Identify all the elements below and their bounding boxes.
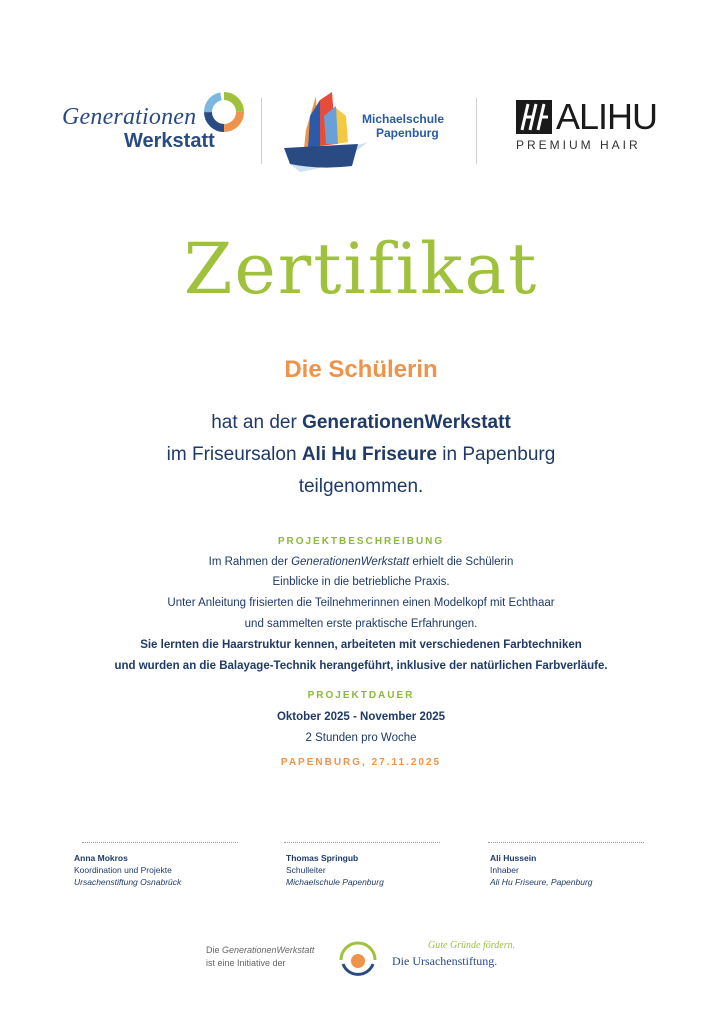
alihu-monogram-icon (516, 100, 552, 134)
signatory-role: Koordination und Projekte (74, 865, 172, 875)
footer-line-2: ist eine Initiative der (206, 958, 286, 968)
signatory-name: Ali Hussein (490, 853, 537, 863)
signature-block-1 (74, 842, 234, 887)
project-line-2: Einblicke in die betriebliche Praxis. (272, 576, 450, 588)
certificate-title: Zertifikat (183, 228, 539, 310)
recipient: Die Schülerin (284, 356, 438, 383)
signatory-organization: Michaelschule Papenburg (286, 877, 384, 887)
project-description-heading: PROJEKTBESCHREIBUNG (277, 536, 445, 547)
project-line-5: Sie lernten die Haarstruktur kennen, arbeiteten mit verschiedenen Farbtechniken (140, 639, 582, 651)
body-text: hat an der (211, 412, 303, 433)
logo-text-alihu: ALIHU (556, 96, 658, 137)
project-line-4: und sammelten erste praktische Erfahrungen. (244, 618, 478, 630)
ursachenstiftung-logo-icon (335, 934, 381, 980)
body-line-3: teilgenommen. (298, 476, 424, 497)
signatory-name: Thomas Springub (286, 853, 359, 863)
logo-text-werkstatt: Werkstatt (124, 130, 215, 152)
logo-text-michaelschule: Michaelschule (362, 112, 445, 126)
project-duration-heading: PROJEKTDAUER (307, 690, 415, 701)
footer-program-name: GenerationenWerkstatt (222, 945, 315, 955)
signatory-role: Schulleiter (286, 865, 326, 875)
logo-text-papenburg: Papenburg (376, 126, 439, 140)
project-line-6: und wurden an die Balayage-Technik herangeführt, inklusive der natürlichen Farbverläufe. (114, 660, 608, 672)
footer-foundation-name: Die Ursachenstiftung. (392, 954, 498, 968)
footer-text: Die (206, 945, 223, 955)
michaelschule-logo (280, 86, 460, 178)
signatory-organization: Ursachenstiftung Osnabrück (74, 877, 182, 887)
signature-block-2 (276, 842, 436, 887)
signature-line (82, 842, 238, 843)
alihu-logo (512, 98, 672, 158)
project-hours: 2 Stunden pro Woche (305, 732, 417, 744)
body-text: in Papenburg (436, 444, 556, 465)
program-name-italic: GenerationenWerkstatt (291, 556, 410, 568)
project-text: Im Rahmen der (208, 556, 292, 568)
project-line-1 (0, 556, 722, 568)
body-text: im Friseursalon (166, 444, 302, 465)
generationenwerkstatt-logo (62, 90, 252, 160)
signatory-organization: Ali Hu Friseure, Papenburg (490, 877, 593, 887)
signature-block-3 (480, 842, 640, 887)
logo-text-premium-hair: PREMIUM HAIR (516, 138, 641, 152)
footer-tagline: Gute Gründe fördern. (428, 940, 516, 951)
signature-line (488, 842, 644, 843)
footer-initiative-text (206, 944, 314, 970)
project-period: Oktober 2025 - November 2025 (276, 711, 446, 723)
signatory-name: Anna Mokros (74, 853, 128, 863)
project-line-3: Unter Anleitung frisierten die Teilnehmerinnen einen Modelkopf mit Echthaar (167, 597, 555, 609)
project-text: erhielt die Schülerin (409, 556, 514, 568)
logo-text-generationen: Generationen (62, 104, 197, 130)
circle-segments-icon (202, 90, 246, 134)
footer-line-1 (206, 944, 314, 957)
sailboat-icon (280, 86, 370, 178)
logo-divider (476, 98, 477, 164)
program-name: GenerationenWerkstatt (302, 412, 511, 433)
salon-name: Ali Hu Friseure (301, 444, 437, 465)
place-date: PAPENBURG, 27.11.2025 (280, 757, 442, 768)
body-line-1 (0, 412, 722, 434)
signatory-role: Inhaber (490, 865, 519, 875)
body-line-2 (0, 444, 722, 466)
logo-divider (261, 98, 262, 164)
signature-line (284, 842, 440, 843)
